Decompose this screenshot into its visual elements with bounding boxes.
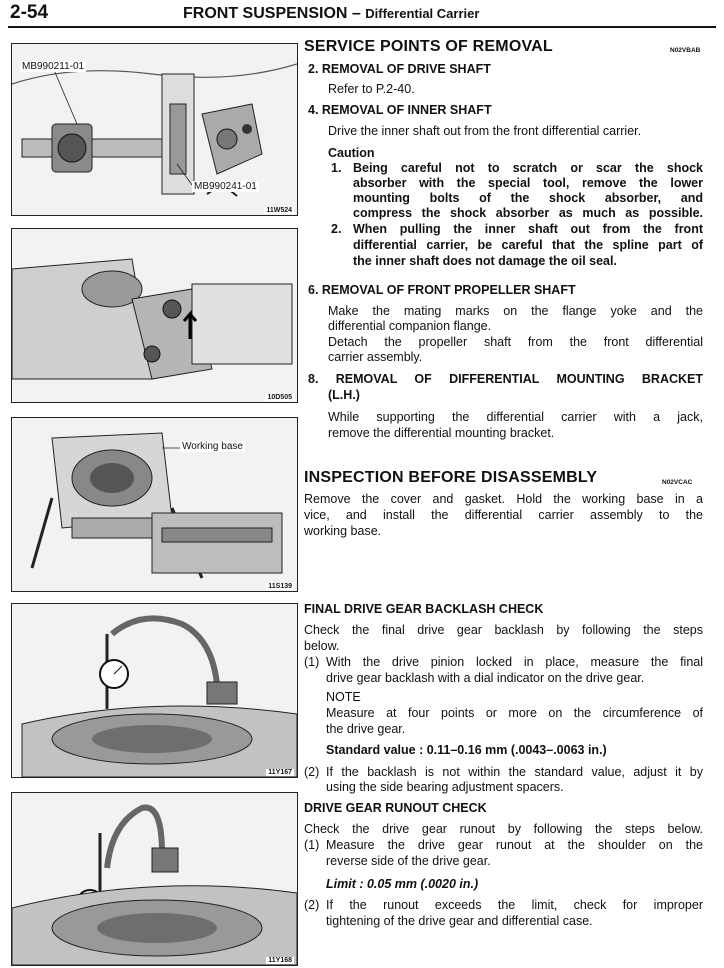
figure-working-base [11,417,298,592]
item8-title-line-2: (L.H.) [328,388,360,402]
figure-backlash-illustration [12,604,297,777]
item6-title: 6. REMOVAL OF FRONT PROPELLER SHAFT [308,283,576,297]
runout-intro: Check the drive gear runout by following the steps below. [304,822,703,836]
figure-label-tool-1: MB990211-01 [22,61,85,72]
caution2-line-1: When pulling the inner shaft out from the front [353,222,703,236]
note-label: NOTE [326,690,361,704]
figure-runout-illustration [12,793,297,965]
caution2-line-2: differential carrier, be careful that the spline part of [353,238,703,252]
runout-limit: Limit : 0.05 mm (.0020 in.) [326,877,479,891]
runout-step2-line-2: tightening of the drive gear and differential case. [326,914,593,928]
figure-code: 11W524 [266,207,292,214]
caution2-line-3: the inner shaft does not damage the oil seal. [353,254,617,268]
note-line-2: the drive gear. [326,722,406,736]
figure-label-working-base: Working base [182,441,243,452]
runout-step1-line-2: reverse side of the drive gear. [326,854,491,868]
runout-step2-line-1: If the runout exceeds the limit, check for improper [326,898,703,912]
runout-step1-line-1: Measure the drive gear runout at the shoulder on the [326,838,703,852]
item6-line-4: carrier assembly. [328,350,423,364]
item2-text: Refer to P.2-40. [328,82,415,96]
backlash-step2-line-2: using the side bearing adjustment spacers. [326,780,564,794]
removal-code: N02VBAB [670,47,701,54]
standard-value: Standard value : 0.11–0.16 mm (.0043–.0063 in.) [326,743,607,757]
figure-label-tool-2: MB990241-01 [194,181,257,192]
figure-code: 11S139 [268,583,292,590]
inspection-code: N02VCAC [662,479,693,486]
inspection-heading: INSPECTION BEFORE DISASSEMBLY [304,469,598,486]
item4-text: Drive the inner shaft out from the front differential carrier. [328,124,642,138]
backlash-step1-line-2: drive gear backlash with a dial indicator on the drive gear. [326,671,645,685]
runout-step2-number: (2) [304,898,320,912]
inspection-line-1: Remove the cover and gasket. Hold the working base in a [304,492,703,506]
item2-title: 2. REMOVAL OF DRIVE SHAFT [308,62,491,76]
figure-shock-absorber-tool [11,43,298,216]
item6-line-1: Make the mating marks on the flange yoke and the [328,304,703,318]
page-title-main: FRONT SUSPENSION – [183,5,361,22]
page-number: 2-54 [10,2,49,23]
runout-heading: DRIVE GEAR RUNOUT CHECK [304,801,487,815]
backlash-step1-number: (1) [304,655,320,669]
removal-heading: SERVICE POINTS OF REMOVAL [304,38,553,55]
caution2-number: 2. [331,222,342,236]
item4-title: 4. REMOVAL OF INNER SHAFT [308,103,492,117]
item6-line-3: Detach the propeller shaft from the front differential [328,335,703,349]
backlash-step2-number: (2) [304,765,320,779]
item8-line-1: While supporting the differential carrier with a jack, [328,410,703,424]
figure-working-base-illustration [12,418,297,591]
figure-propeller-shaft [11,228,298,403]
page-title-sub: Differential Carrier [365,6,480,21]
backlash-intro-line-2: below. [304,639,340,653]
backlash-intro-line-1: Check the final drive gear backlash by following the steps [304,623,703,637]
inspection-line-2: vice, and install the differential carrier assembly to the [304,508,703,522]
figure-propeller-shaft-illustration [12,229,297,402]
backlash-step2-line-1: If the backlash is not within the standard value, adjust it by [326,765,703,779]
inspection-line-3: working base. [304,524,382,538]
page-header [8,2,716,28]
page-title [183,5,479,23]
figure-runout-check [11,792,298,966]
runout-step1-number: (1) [304,838,320,852]
item8-title-line-1: 8. REMOVAL OF DIFFERENTIAL MOUNTING BRACKET [308,372,703,386]
backlash-step1-line-1: With the drive pinion locked in place, measure the final [326,655,703,669]
note-line-1: Measure at four points or more on the circumference of [326,706,703,720]
item6-line-2: differential companion flange. [328,319,492,333]
backlash-heading: FINAL DRIVE GEAR BACKLASH CHECK [304,602,544,616]
caution-label: Caution [328,146,375,160]
caution1-line-1: Being careful not to scratch or scar the shock [353,161,703,175]
item8-line-2: remove the differential mounting bracket. [328,426,555,440]
caution1-line-2: absorber with the special tool, remove the lower [353,176,703,190]
caution1-line-3: mounting bolts of the shock absorber, and [353,191,703,205]
figure-code: 10D505 [267,394,292,401]
figure-code: 11Y167 [268,769,292,776]
figure-code: 11Y168 [268,957,292,964]
figure-backlash-check [11,603,298,778]
caution1-line-4: compress the shock absorber as much as possible. [353,206,703,220]
caution1-number: 1. [331,161,342,175]
